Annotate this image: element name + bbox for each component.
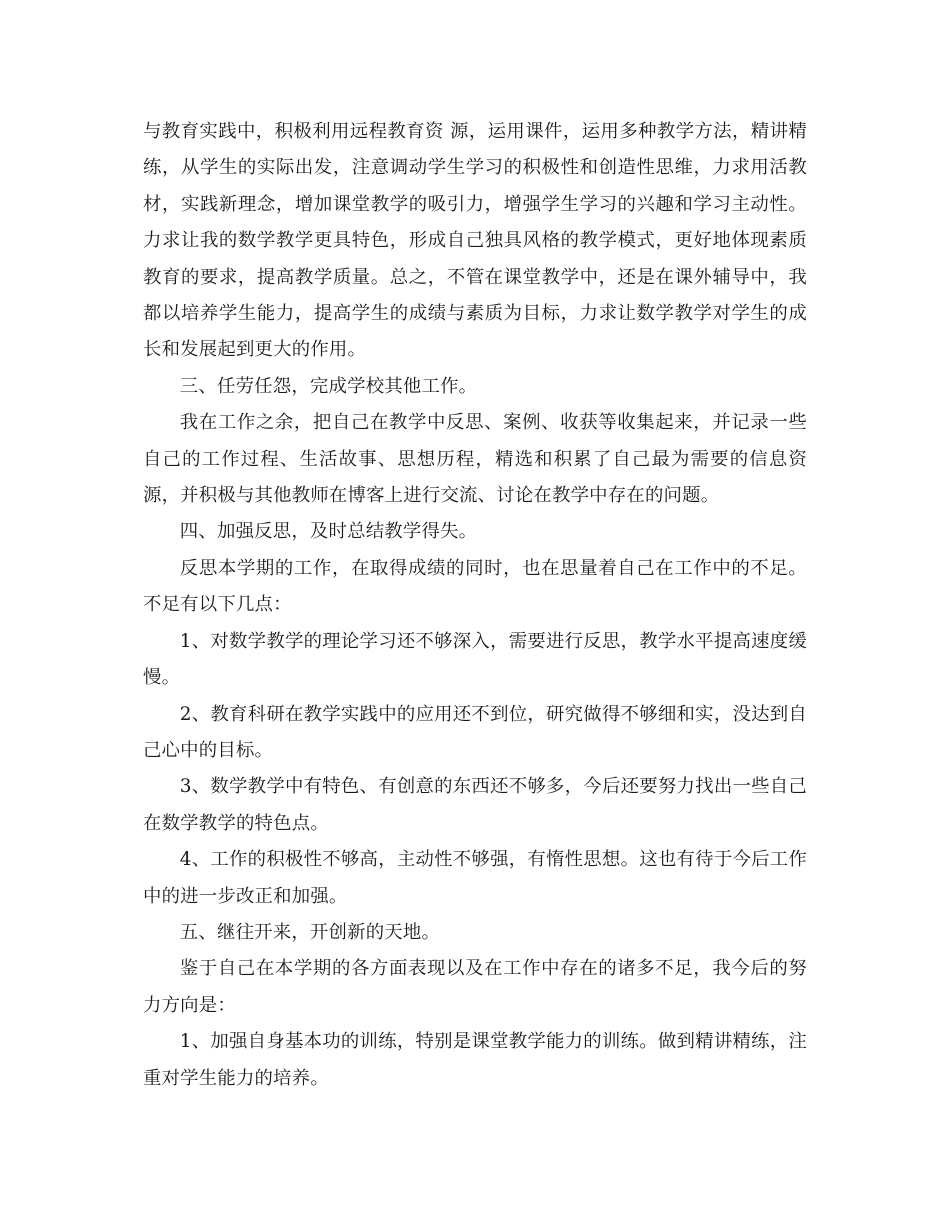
list-item-direction-1: 1、加强自身基本功的训练，特别是课堂教学能力的训练。做到精讲精练，注重对学生能力的培养。 [143,1031,807,1089]
list-item-shortcoming-2: 2、教育科研在教学实践中的应用还不到位，研究做得不够细和实，没达到自己心中的目标。 [143,703,807,761]
section-heading-reflection: 四、加强反思，及时总结教学得失。 [179,521,478,543]
document-body [143,114,807,1097]
section-heading-new-start: 五、继往开来，开创新的天地。 [179,921,441,943]
list-item-shortcoming-4: 4、工作的积极性不够高，主动性不够强，有惰性思想。这也有待于今后工作中的进一步改正和加强。 [143,849,807,907]
paragraph-teaching-practice: 与教育实践中，积极利用远程教育资 源，运用课件，运用多种教学方法，精讲精练，从学生的实际出发，注意调动学生学习的积极性和创造性思维，力求用活教材，实践新理念，增加课堂教学的吸引力，增强学生学习的兴趣和学习主动性。力求让我的数学教学更具特色，形成自己独具风格的教学模式，更好地体现素质教育的要求，提高教学质量。总之，不管在课堂教学中，还是在课外辅导中，我都以培养学生能力，提高学生的成绩与素质为目标，力求让数学教学对学生的成长和发展起到更大的作用。 [143,121,807,361]
list-item-shortcoming-3: 3、数学教学中有特色、有创意的东西还不够多，今后还要努力找出一些自己在数学教学的特色点。 [143,776,807,834]
list-item-shortcoming-1: 1、对数学教学的理论学习还不够深入，需要进行反思，教学水平提高速度缓慢。 [143,630,807,689]
paragraph-shortcomings-intro: 反思本学期的工作，在取得成绩的同时，也在思量着自己在工作中的不足。不足有以下几点： [143,557,807,616]
paragraph-reflection-blog: 我在工作之余，把自己在教学中反思、案例、收获等收集起来，并记录一些自己的工作过程、生活故事、思想历程，精选和积累了自己最为需要的信息资源，并积极与其他教师在博客上进行交流、讨论在教学中存在的问题。 [143,412,807,507]
paragraph-future-direction: 鉴于自己在本学期的各方面表现以及在工作中存在的诸多不足，我今后的努力方向是： [143,958,807,1016]
section-heading-other-work: 三、任劳任怨，完成学校其他工作。 [179,375,478,397]
